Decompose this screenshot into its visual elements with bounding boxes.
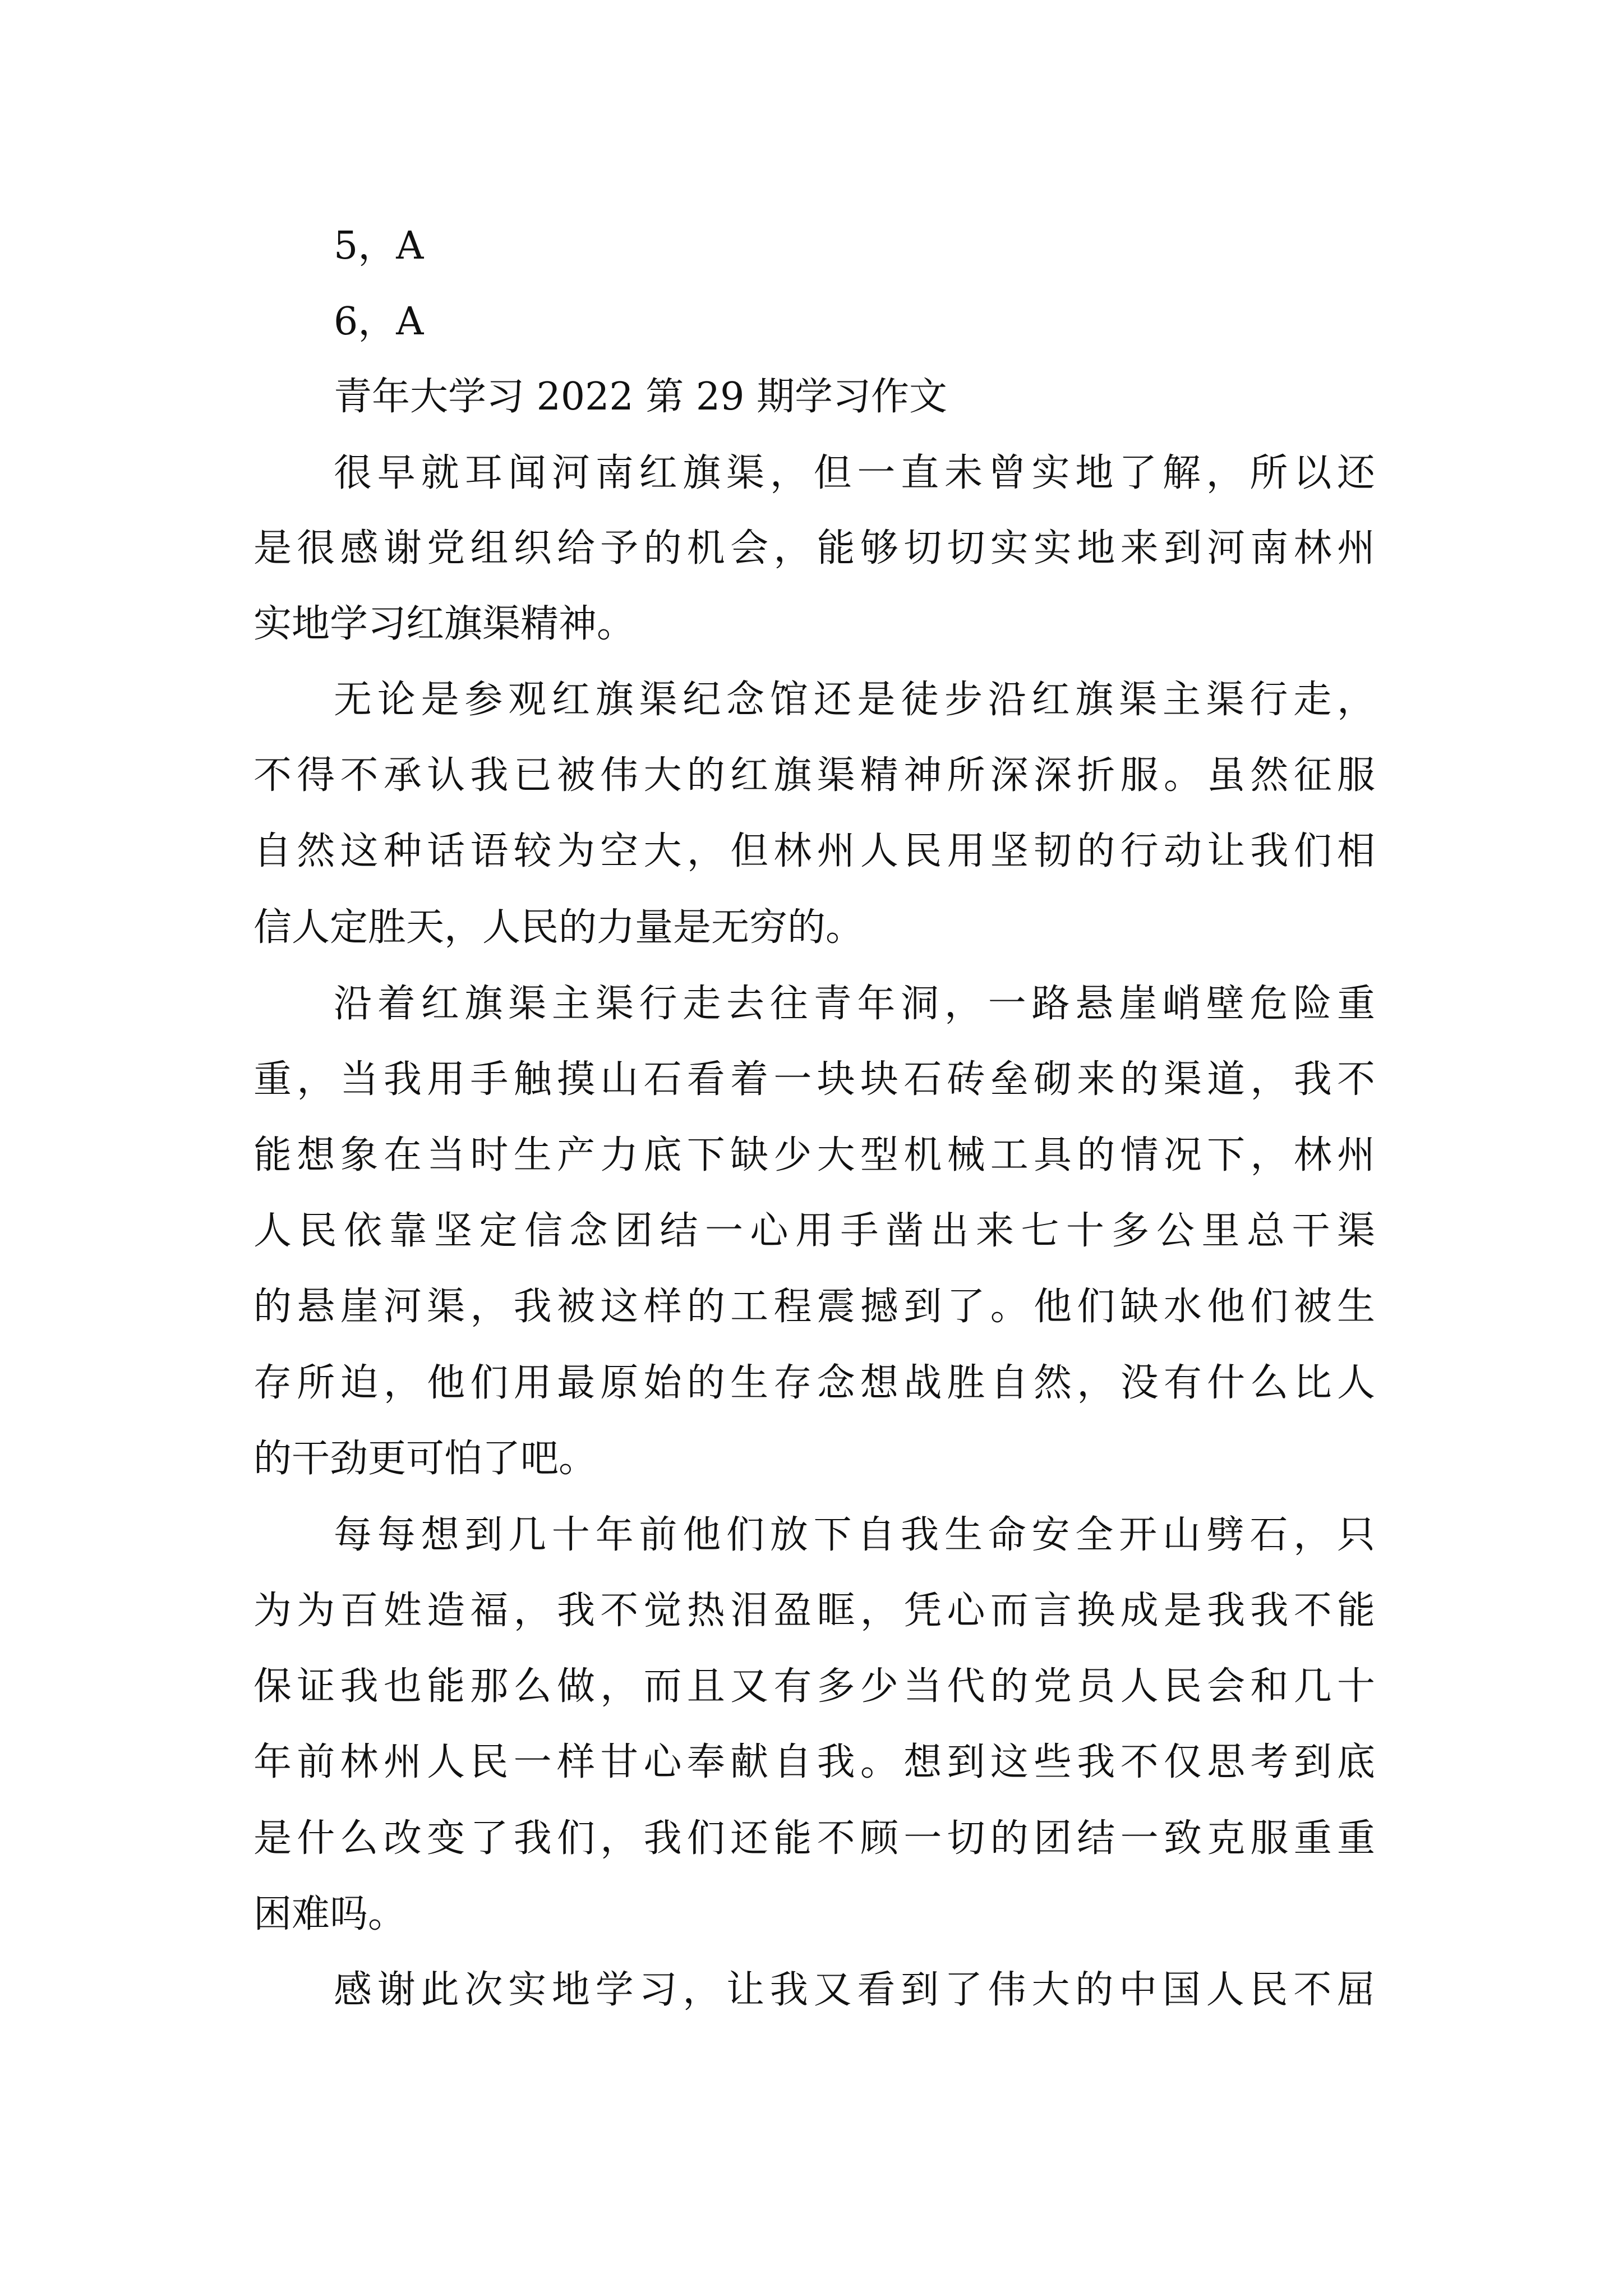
paragraph-3-line-5: 的悬崖河渠，我被这样的工程震撼到了。他们缺水他们被生 [253,1285,1375,1329]
paragraph-2-line-3: 自然这种话语较为空大，但林州人民用坚韧的行动让我们相 [253,829,1375,873]
answer-line-5: 5，A [334,224,424,268]
paragraph-3-line-6: 存所迫，他们用最原始的生存念想战胜自然，没有什么比人 [253,1361,1375,1405]
paragraph-1-line-3: 实地学习红旗渠精神。 [253,602,635,646]
paragraph-1-line-2: 是很感谢党组织给予的机会，能够切切实实地来到河南林州 [253,526,1375,570]
paragraph-4-line-6: 困难吗。 [253,1892,407,1936]
answer-line-6: 6，A [334,300,424,344]
paragraph-3-line-3: 能想象在当时生产力底下缺少大型机械工具的情况下，林州 [253,1133,1375,1177]
paragraph-4-line-2: 为为百姓造福，我不觉热泪盈眶，凭心而言换成是我我不能 [253,1589,1375,1633]
paragraph-3-line-4: 人民依靠坚定信念团结一心用手凿出来七十多公里总干渠 [253,1209,1375,1253]
paragraph-4-line-1: 每每想到几十年前他们放下自我生命安全开山劈石，只 [334,1513,1375,1557]
paragraph-3-line-7: 的干劲更可怕了吧。 [253,1437,597,1481]
paragraph-2-line-2: 不得不承认我已被伟大的红旗渠精神所深深折服。虽然征服 [253,753,1375,798]
paragraph-4-line-5: 是什么改变了我们，我们还能不顾一切的团结一致克服重重 [253,1816,1375,1861]
paragraph-2-line-4: 信人定胜天，人民的力量是无穷的。 [253,905,864,950]
essay-title: 青年大学习 2022 第 29 期学习作文 [334,375,948,419]
paragraph-3-line-2: 重，当我用手触摸山石看着一块块石砖垒砌来的渠道，我不 [253,1057,1375,1102]
paragraph-4-line-3: 保证我也能那么做，而且又有多少当代的党员人民会和几十 [253,1664,1375,1709]
paragraph-5-line-1: 感谢此次实地学习，让我又看到了伟大的中国人民不屈 [334,1968,1375,2012]
paragraph-2-line-1: 无论是参观红旗渠纪念馆还是徒步沿红旗渠主渠行走， [334,678,1375,722]
paragraph-1-line-1: 很早就耳闻河南红旗渠，但一直未曾实地了解，所以还 [334,451,1375,495]
paragraph-4-line-4: 年前林州人民一样甘心奉献自我。想到这些我不仅思考到底 [253,1740,1375,1784]
paragraph-3-line-1: 沿着红旗渠主渠行走去往青年洞，一路悬崖峭壁危险重 [334,982,1375,1026]
